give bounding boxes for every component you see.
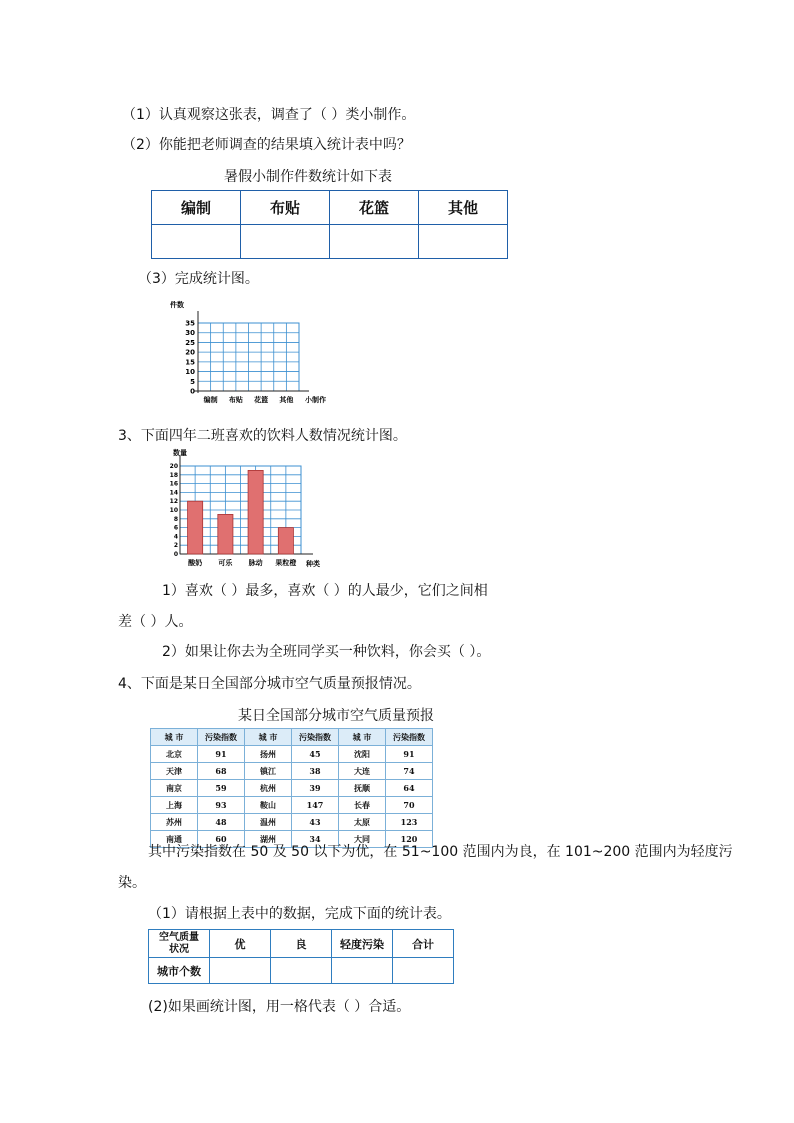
table-cell: 扬州	[245, 746, 292, 763]
drink-bar-chart	[160, 446, 330, 572]
q4-sub-question-2: (2)如果画统计图，用一格代表（ ）合适。	[148, 999, 411, 1015]
header-cell: 污染指数	[386, 729, 433, 746]
y-tick-label: 6	[173, 524, 178, 532]
y-tick-label: 4	[173, 533, 178, 541]
y-tick-label: 0	[190, 387, 195, 396]
stat-header-cell: 优	[210, 930, 271, 958]
stat-row-label: 城市个数	[149, 958, 210, 984]
header-cell: 布贴	[241, 191, 330, 225]
table-cell: 34	[292, 831, 339, 848]
production-count-table	[151, 190, 508, 259]
y-tick-label: 8	[173, 515, 178, 523]
x-tick-label: 布贴	[228, 396, 243, 404]
answer-cell[interactable]	[271, 958, 332, 984]
x-ticks	[203, 395, 294, 404]
chart-grid	[194, 311, 309, 393]
y-ticks	[170, 463, 178, 558]
table-cell: 鞍山	[245, 797, 292, 814]
q4-sub-question-1: （1）请根据上表中的数据，完成下面的统计表。	[148, 906, 451, 922]
table-cell: 大同	[339, 831, 386, 848]
q2-line-3: （3）完成统计图。	[138, 271, 259, 287]
y-tick-label: 10	[169, 507, 178, 514]
answer-cell[interactable]	[210, 958, 271, 984]
y-tick-label: 0	[173, 551, 178, 558]
table-cell: 38	[292, 763, 339, 780]
y-tick-label: 16	[169, 480, 178, 488]
header-cell: 其他	[419, 191, 508, 225]
table-cell: 大连	[339, 763, 386, 780]
table-cell: 120	[386, 831, 433, 848]
table-cell: 64	[386, 780, 433, 797]
y-tick-label: 35	[185, 319, 195, 328]
y-ticks	[185, 320, 195, 396]
table-cell: 59	[198, 780, 245, 797]
stat-header-cell: 良	[271, 930, 332, 958]
y-tick-label: 10	[185, 368, 195, 377]
y-tick-label: 30	[185, 329, 195, 338]
q3-question-2: 2）如果让你去为全班同学买一种饮料，你会买（ ）。	[162, 644, 491, 660]
table-cell: 93	[198, 797, 245, 814]
header-cell: 花篮	[330, 191, 419, 225]
answer-cell[interactable]	[330, 225, 419, 259]
y-tick-label: 25	[185, 338, 195, 347]
x-ticks	[188, 558, 296, 567]
x-tick-label: 编制	[203, 396, 218, 404]
stat-header-cell: 轻度污染	[332, 930, 393, 958]
y-tick-label: 14	[169, 489, 178, 497]
header-cell: 污染指数	[198, 729, 245, 746]
x-axis-label: 种类	[306, 560, 320, 568]
table-row	[151, 814, 433, 831]
header-cell: 城 市	[339, 729, 386, 746]
x-tick-label: 花篮	[254, 396, 269, 404]
table-cell: 147	[292, 797, 339, 814]
header-cell: 污染指数	[292, 729, 339, 746]
y-axis-label: 件数	[170, 301, 184, 309]
q2-table-title: 暑假小制作件数统计如下表	[224, 169, 392, 185]
table-row	[151, 780, 433, 797]
header-cell: 城 市	[151, 729, 198, 746]
empty-bar-chart	[160, 296, 340, 408]
q4-table-title: 某日全国部分城市空气质量预报	[238, 708, 434, 724]
header-cell: 编制	[152, 191, 241, 225]
q3-question-1: 1）喜欢（ ）最多，喜欢（ ）的人最少，它们之间相	[162, 583, 488, 599]
x-tick-label: 脉动	[248, 559, 263, 567]
y-tick-label: 5	[190, 377, 195, 386]
q4-title: 4、下面是某日全国部分城市空气质量预报情况。	[118, 676, 421, 692]
x-tick-label: 果粒橙	[275, 559, 297, 567]
y-axis-label: 数量	[173, 449, 187, 457]
table-cell: 74	[386, 763, 433, 780]
table-cell: 南通	[151, 831, 198, 848]
q3-title: 3、下面四年二班喜欢的饮料人数情况统计图。	[118, 428, 407, 444]
table-cell: 60	[198, 831, 245, 848]
table-row	[151, 746, 433, 763]
table-cell: 48	[198, 814, 245, 831]
y-tick-label: 15	[185, 358, 195, 367]
y-tick-label: 20	[169, 463, 178, 470]
bar-酸奶	[188, 501, 203, 554]
table-cell: 北京	[151, 746, 198, 763]
table-cell: 天津	[151, 763, 198, 780]
x-tick-label: 可乐	[218, 559, 233, 567]
q4-description-cont: 染。	[118, 875, 146, 891]
table-cell: 沈阳	[339, 746, 386, 763]
stat-header-cell: 合计	[393, 930, 454, 958]
bar-脉动	[248, 470, 263, 554]
table-cell: 39	[292, 780, 339, 797]
table-cell: 91	[386, 746, 433, 763]
stat-header-label: 空气质量 状况	[149, 930, 210, 958]
table-cell: 70	[386, 797, 433, 814]
q3-question-1-cont: 差（ ）人。	[118, 614, 193, 630]
answer-cell[interactable]	[152, 225, 241, 259]
q4-description: 其中污染指数在 50 及 50 以下为优，在 51~100 范围内为良，在 101~200 范围内为轻度污	[148, 844, 733, 860]
table-header-row	[151, 729, 433, 746]
table-cell: 长春	[339, 797, 386, 814]
y-tick-label: 18	[169, 471, 178, 479]
table-cell: 杭州	[245, 780, 292, 797]
table-row	[151, 763, 433, 780]
x-tick-label: 酸奶	[188, 559, 203, 567]
table-cell: 45	[292, 746, 339, 763]
q2-line-2: （2）你能把老师调查的结果填入统计表中吗？	[122, 137, 411, 153]
city-air-quality-table	[150, 728, 433, 848]
table-cell: 上海	[151, 797, 198, 814]
q2-line-1: （1）认真观察这张表，调查了（ ）类小制作。	[122, 107, 416, 123]
table-cell: 43	[292, 814, 339, 831]
table-cell: 镇江	[245, 763, 292, 780]
table-cell: 68	[198, 763, 245, 780]
x-tick-label: 其他	[279, 396, 294, 404]
table-cell: 南京	[151, 780, 198, 797]
air-quality-stat-table	[148, 929, 454, 984]
table-cell: 苏州	[151, 814, 198, 831]
y-tick-label: 2	[173, 542, 178, 550]
table-cell: 太原	[339, 814, 386, 831]
table-cell: 抚顺	[339, 780, 386, 797]
bar-可乐	[218, 514, 233, 554]
answer-cell[interactable]	[332, 958, 393, 984]
table-cell: 91	[198, 746, 245, 763]
header-cell: 城 市	[245, 729, 292, 746]
answer-cell[interactable]	[393, 958, 454, 984]
table-row	[151, 797, 433, 814]
bar-果粒橙	[278, 528, 293, 554]
table-cell: 123	[386, 814, 433, 831]
answer-cell[interactable]	[241, 225, 330, 259]
table-cell: 温州	[245, 814, 292, 831]
table-cell: 湖州	[245, 831, 292, 848]
x-axis-label: 小制作	[305, 396, 326, 404]
y-tick-label: 20	[185, 348, 195, 357]
y-tick-label: 12	[169, 498, 178, 506]
answer-cell[interactable]	[419, 225, 508, 259]
